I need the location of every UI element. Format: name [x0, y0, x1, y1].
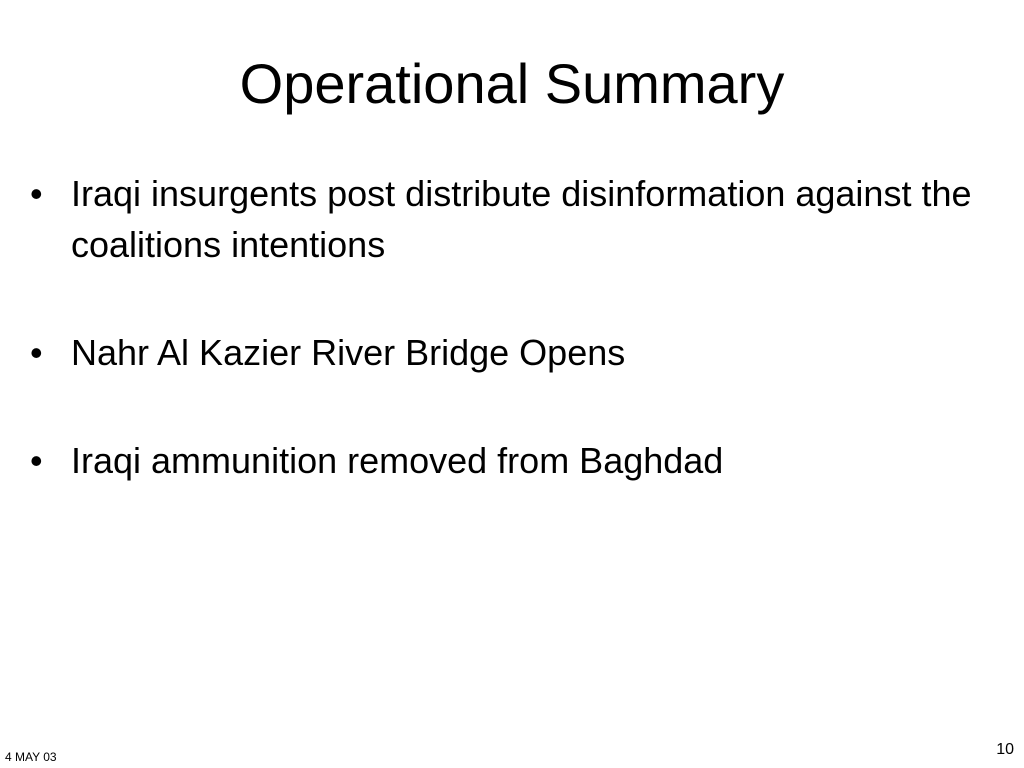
- bullet-text: Iraqi insurgents post distribute disinformation against the coalitions intentions: [71, 173, 972, 265]
- bullet-item: [30, 327, 990, 378]
- bullet-item: [30, 435, 990, 486]
- bullet-list: [30, 168, 990, 486]
- slide-title: Operational Summary: [239, 52, 785, 115]
- bullet-dot-icon: •: [30, 173, 43, 214]
- footer-date: 4 MAY 03: [5, 750, 57, 764]
- page-number: 10: [996, 741, 1014, 758]
- bullet-dot-icon: •: [30, 332, 43, 373]
- bullet-text: Iraqi ammunition removed from Baghdad: [71, 440, 724, 481]
- bullet-item: [30, 168, 990, 270]
- bullet-dot-icon: •: [30, 440, 43, 481]
- bullet-text: Nahr Al Kazier River Bridge Opens: [71, 332, 626, 373]
